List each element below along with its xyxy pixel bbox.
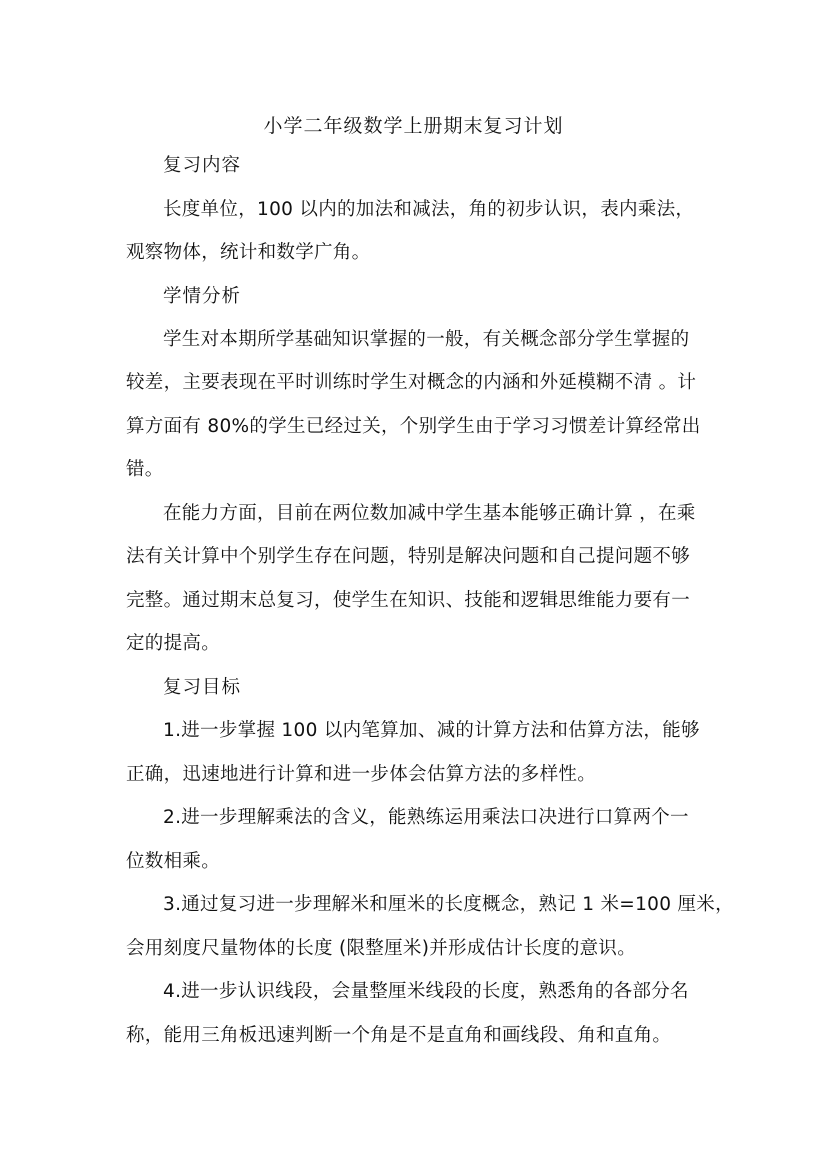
paragraph-line: 定的提高。 xyxy=(126,633,221,654)
paragraph-line: 正确，迅速地进行计算和进一步体会估算方法的多样性。 xyxy=(126,764,597,785)
paragraph-line: 错。 xyxy=(126,459,164,480)
paragraph-line: 较差，主要表现在平时训练时学生对概念的内涵和外延模糊不清 。计 xyxy=(126,372,697,393)
paragraph-line: 学生对本期所学基础知识掌握的一般，有关概念部分学生掌握的 xyxy=(163,329,690,350)
goal-item-3: 3.通过复习进一步理解米和厘米的长度概念，熟记 1 米=100 厘米， xyxy=(163,894,734,915)
paragraph-line: 位数相乘。 xyxy=(126,851,221,872)
paragraph-line: 会用刻度尺量物体的长度 (限整厘米)并形成估计长度的意识。 xyxy=(126,938,637,959)
section-heading-review-content: 复习内容 xyxy=(163,155,242,176)
paragraph-line: 观察物体，统计和数学广角。 xyxy=(126,242,371,263)
paragraph-line: 完整。通过期末总复习，使学生在知识、技能和逻辑思维能力要有一 xyxy=(126,590,691,611)
section-heading-student-analysis: 学情分析 xyxy=(163,286,242,307)
section-heading-review-goals: 复习目标 xyxy=(163,677,242,698)
goal-item-1: 1.进一步掌握 100 以内笔算加、减的计算方法和估算方法，能够 xyxy=(163,720,700,741)
goal-item-2: 2.进一步理解乘法的含义，能熟练运用乘法口决进行口算两个一 xyxy=(163,807,689,828)
goal-item-4: 4.进一步认识线段，会量整厘米线段的长度，熟悉角的各部分名 xyxy=(163,981,689,1002)
paragraph-line: 算方面有 80%的学生已经过关，个别学生由于学习习惯差计算经常出 xyxy=(126,416,701,437)
paragraph-line: 法有关计算中个别学生存在问题，特别是解决问题和自己提问题不够 xyxy=(126,546,691,567)
paragraph-line: 称，能用三角板迅速判断一个角是不是直角和画线段、角和直角。 xyxy=(126,1025,672,1046)
document-title: 小学二年级数学上册期末复习计划 xyxy=(263,115,564,137)
paragraph-line: 长度单位，100 以内的加法和减法，角的初步认识，表内乘法， xyxy=(163,199,695,220)
paragraph-line: 在能力方面，目前在两位数加减中学生基本能够正确计算 ，在乘 xyxy=(163,503,696,524)
